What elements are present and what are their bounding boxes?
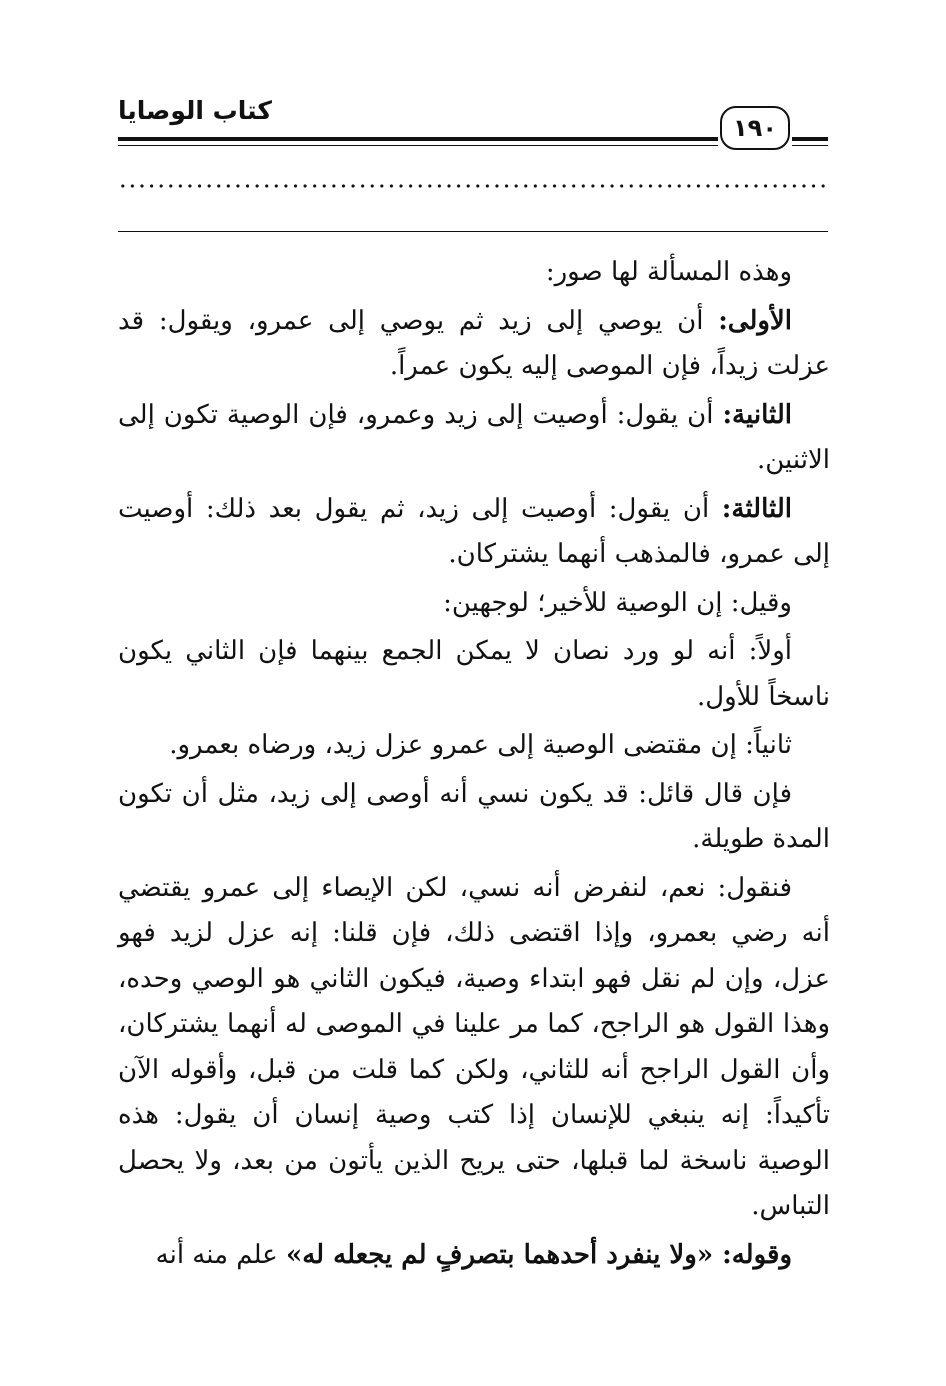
paragraph-text: أن يوصي إلى زيد ثم يوصي إلى عمرو، ويقول: قد عزلت زيداً، فإن الموصى إليه يكون عمراً.	[118, 305, 830, 381]
header-rule-thick	[118, 137, 718, 141]
paragraph-lead: الأولى:	[718, 305, 792, 336]
body-text	[118, 250, 830, 1281]
paragraph-lead: الثانية:	[722, 399, 792, 430]
paragraph-text: أن يقول: أوصيت إلى زيد، ثم يقول بعد ذلك: أوصيت إلى عمرو، فالمذهب أنهما يشتركان.	[118, 493, 830, 569]
header-rule-right-thin	[792, 145, 828, 146]
paragraph	[118, 629, 830, 720]
paragraph	[118, 723, 830, 769]
paragraph-lead: الثالثة:	[721, 493, 792, 524]
quoted-text: «ولا ينفرد أحدهما بتصرفٍ لم يجعله له»	[285, 1239, 723, 1270]
paragraph	[118, 250, 830, 296]
paragraph	[118, 581, 830, 627]
dotted-separator	[118, 174, 830, 198]
paragraph-text: فإن قال قائل: قد يكون نسي أنه أوصى إلى زيد، مثل أن تكون المدة طويلة.	[118, 778, 830, 854]
paragraph	[118, 772, 830, 863]
section-rule	[118, 231, 828, 232]
paragraph-text: علم منه أنه	[155, 1239, 286, 1270]
paragraph-lead: وقوله:	[722, 1239, 792, 1270]
paragraph	[118, 1233, 830, 1279]
running-header-title: كتاب الوصايا	[118, 96, 272, 125]
header-rule-thin	[118, 145, 718, 146]
paragraph	[118, 866, 830, 1230]
paragraph-text: فنقول: نعم، لنفرض أنه نسي، لكن الإيصاء إلى عمرو يقتضي أنه رضي بعمرو، وإذا اقتضى ذلك، فإن قلنا: إنه عزل لزيد فهو عزل، وإن لم نقل فهو ابتداء وصية، فيكون الثاني هو الوصي وحده، وهذا القول هو الراجح، كما مر علينا في الموصى له أنهما يشتركان، وأن القول الراجح أنه للثاني، ولكن كما قلت من قبل، وأقوله الآن تأكيداً: إنه ينبغي للإنسان إذا كتب وصية إنسان أن يقول: هذه الوصية ناسخة لما قبلها، حتى يريح الذين يأتون من بعد، ولا يحصل التباس.	[118, 872, 830, 1221]
paragraph-text: وقيل: إن الوصية للأخير؛ لوجهين:	[443, 587, 792, 618]
paragraph	[118, 299, 830, 390]
paragraph-text: وهذه المسألة لها صور:	[545, 257, 792, 287]
paragraph-text: أن يقول: أوصيت إلى زيد وعمرو، فإن الوصية تكون إلى الاثنين.	[118, 399, 830, 475]
paragraph	[118, 487, 830, 578]
paragraph-text: أولاً: أنه لو ورد نصان لا يمكن الجمع بينهما فإن الثاني يكون ناسخاً للأول.	[118, 636, 830, 712]
header-rule-right-thick	[792, 137, 828, 141]
paragraph	[118, 393, 830, 484]
page-number: ١٩٠	[720, 106, 790, 150]
paragraph-text: ثانياً: إن مقتضى الوصية إلى عمرو عزل زيد، ورضاه بعمرو.	[169, 730, 792, 760]
